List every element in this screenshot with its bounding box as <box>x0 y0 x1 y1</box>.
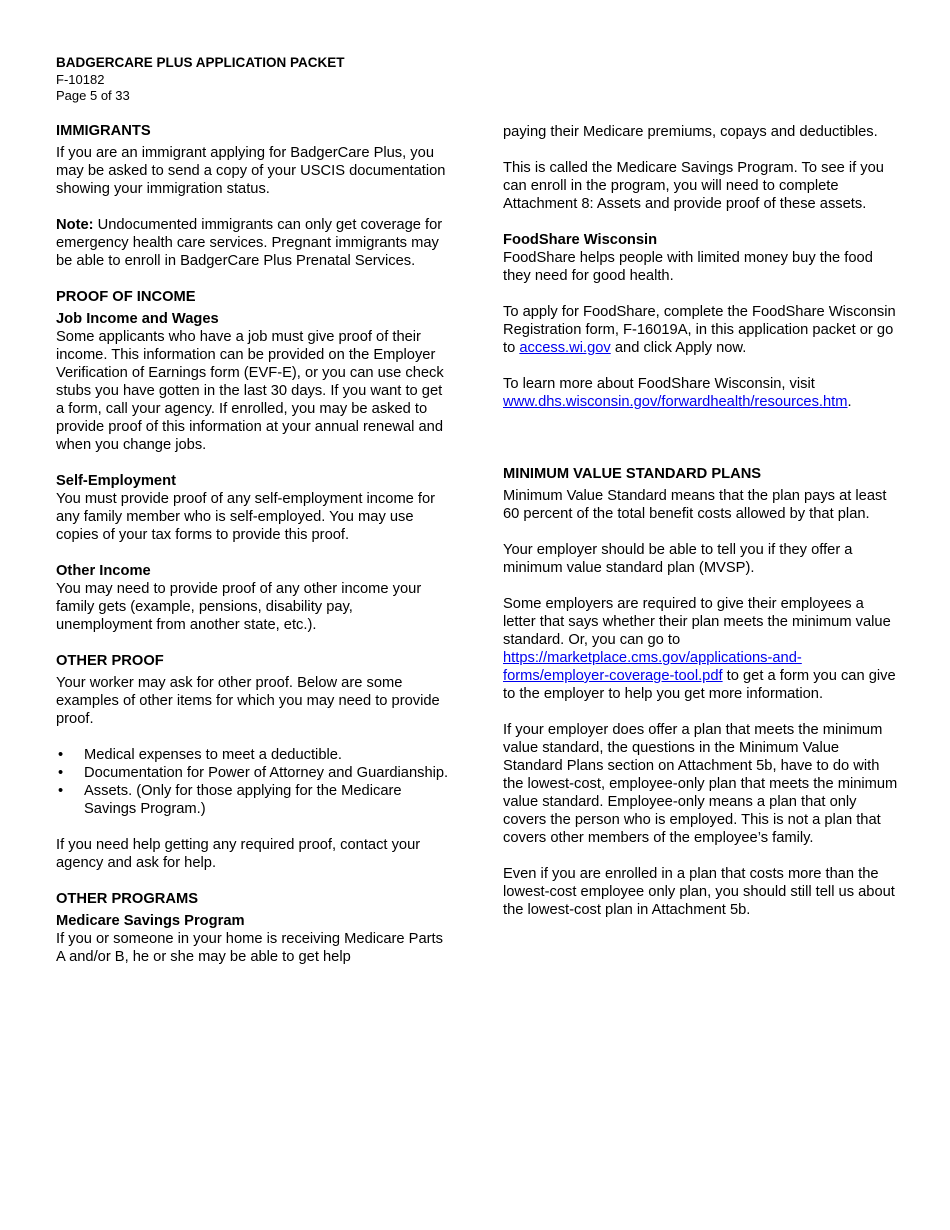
proof-list <box>56 746 451 818</box>
foodshare-paragraph-3 <box>503 375 898 411</box>
mvsp-letter-text-end: to get a form you can give to the employer to help you get more information. <box>503 668 896 702</box>
form-number: F-10182 <box>56 71 105 87</box>
left-column <box>56 122 451 966</box>
page-number: Page 5 of 33 <box>56 88 130 103</box>
other-proof-intro: Your worker may ask for other proof. Below are some examples of other items for which you may need to provide proof. <box>56 675 440 727</box>
page-header <box>56 55 345 105</box>
note-text: Undocumented immigrants can only get coverage for emergency health care services. Pregnant immigrants may be able to enroll in BadgerCare Plus Prenatal Services. <box>56 217 443 269</box>
packet-title: BADGERCARE PLUS APPLICATION PACKET <box>56 55 345 70</box>
proof-help-paragraph: If you need help getting any required proof, contact your agency and ask for help. <box>56 837 421 871</box>
medicare-savings-paragraph-2: This is called the Medicare Savings Program. To see if you can enroll in the program, you will need to complete Attachment 8: Assets and provide proof of these assets. <box>503 160 884 212</box>
note-label: Note: <box>56 217 94 233</box>
foodshare-learn-text-end: . <box>847 394 852 410</box>
other-programs-heading: OTHER PROGRAMS <box>56 891 198 907</box>
dhs-resources-link[interactable]: www.dhs.wisconsin.gov/forwardhealth/resources.htm <box>503 394 848 410</box>
proof-of-income-heading: PROOF OF INCOME <box>56 289 196 305</box>
immigrants-heading: IMMIGRANTS <box>56 123 151 139</box>
foodshare-apply-text: To apply for FoodShare, complete the FoodShare Wisconsin Registration form, F-16019A, in this application packet or go to <box>503 304 896 356</box>
mvsp-letter-text: Some employers are required to give their employees a letter that says whether their plan meets the minimum value standard. Or, you can go to <box>503 596 891 648</box>
immigrants-paragraph: If you are an immigrant applying for BadgerCare Plus, you may be asked to send a copy of your USCIS documentation showing your immigration status. <box>56 145 446 197</box>
list-item: • Documentation for Power of Attorney and Guardianship. <box>56 764 451 782</box>
job-income-paragraph: Some applicants who have a job must give proof of their income. This information can be provided on the Employer Verification of Earnings form (EVF-E), or you can use check stubs you have gotten in the last 30 days. If you want to get a form, call your agency. If enrolled, you may be asked to provide proof of this information at your annual renewal and when you change jobs. <box>56 329 444 453</box>
mvsp-paragraph-2: Your employer should be able to tell you if they offer a minimum value standard plan (MVSP). <box>503 542 853 576</box>
self-employment-paragraph: You must provide proof of any self-employment income for any family member who is self-employed. You may use copies of your tax forms to provide this proof. <box>56 491 436 543</box>
mvsp-paragraph-3 <box>503 595 898 703</box>
mvsp-heading: MINIMUM VALUE STANDARD PLANS <box>503 466 762 482</box>
self-employment-heading: Self-Employment <box>56 473 176 489</box>
medicare-savings-heading: Medicare Savings Program <box>56 913 245 929</box>
medicare-savings-continued: paying their Medicare premiums, copays and deductibles. <box>503 124 878 140</box>
medicare-savings-paragraph: If you or someone in your home is receiving Medicare Parts A and/or B, he or she may be able to get help <box>56 931 443 965</box>
access-wi-link[interactable]: access.wi.gov <box>519 340 611 356</box>
foodshare-heading: FoodShare Wisconsin <box>503 232 658 248</box>
foodshare-apply-text-end: and click Apply now. <box>610 340 747 356</box>
immigrants-note <box>56 216 451 270</box>
mvsp-paragraph-4: If your employer does offer a plan that meets the minimum value standard, the questions in the Minimum Value Standard Plans section on Attachment 5b, have to do with the lowest-cost, employee-only plan that meets the minimum value standard. Employee-only means a plan that only covers the person who is employed. This is not a plan that covers other members of the employee’s family. <box>503 722 898 846</box>
other-proof-heading: OTHER PROOF <box>56 653 164 669</box>
other-income-paragraph: You may need to provide proof of any other income your family gets (example, pensions, disability pay, unemployment from another state, etc.). <box>56 581 422 633</box>
foodshare-learn-text: To learn more about FoodShare Wisconsin, visit <box>503 376 815 392</box>
mvsp-paragraph-1: Minimum Value Standard means that the plan pays at least 60 percent of the total benefit costs allowed by that plan. <box>503 488 887 522</box>
other-income-heading: Other Income <box>56 563 151 579</box>
foodshare-paragraph-1: FoodShare helps people with limited money buy the food they need for good health. <box>503 250 873 284</box>
list-item: • Medical expenses to meet a deductible. <box>56 746 451 764</box>
job-income-heading: Job Income and Wages <box>56 311 219 327</box>
right-column <box>503 123 898 919</box>
foodshare-paragraph-2 <box>503 303 898 357</box>
mvsp-paragraph-5: Even if you are enrolled in a plan that costs more than the lowest-cost employee only plan, you should still tell us about the lowest-cost plan in Attachment 5b. <box>503 866 895 918</box>
list-item: • Assets. (Only for those applying for the Medicare Savings Program.) <box>56 782 451 818</box>
employer-coverage-tool-link[interactable]: https://marketplace.cms.gov/applications-and-forms/employer-coverage-tool.pdf <box>503 650 802 684</box>
